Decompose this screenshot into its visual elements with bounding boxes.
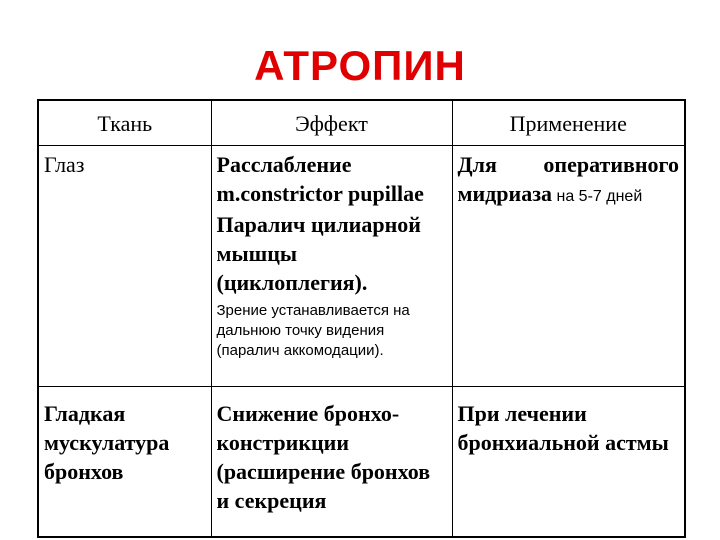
- table-row: [38, 146, 685, 387]
- application-line-2: [458, 179, 680, 211]
- tissue-label: Глаз: [44, 152, 85, 177]
- application-mydriasis: мидриаза: [457, 181, 553, 206]
- application-word-1: Для: [457, 152, 497, 177]
- slide-title: АТРОПИН: [254, 42, 466, 89]
- cell-application-bronchi: [452, 387, 685, 538]
- effect-text: Снижение бронхо-констрикции (расширение бронхов и секреция: [216, 401, 431, 513]
- effect-line-1: Расслабление: [216, 152, 352, 177]
- effect-line-3: Паралич цилиарной мышцы (циклоплегия).: [216, 212, 421, 295]
- cell-effect-eye: [211, 146, 452, 387]
- tissue-label: Гладкая мускулатура бронхов: [44, 401, 170, 484]
- effect-line-2: m.constrictor pupillae: [216, 181, 424, 206]
- effect-note: Зрение устанавливается на дальнюю точку видения (паралич аккомодации).: [216, 302, 410, 359]
- application-line-1: [458, 150, 680, 179]
- cell-effect-bronchi: [211, 387, 452, 538]
- header-tissue: Ткань: [38, 100, 211, 146]
- application-text: При лечении бронхиальной астмы: [457, 401, 669, 455]
- cell-tissue-bronchi: [38, 387, 211, 538]
- cell-application-eye: [452, 146, 685, 387]
- table-header-row: [38, 100, 685, 146]
- header-application: Применение: [452, 100, 685, 146]
- atropine-table: [37, 99, 686, 538]
- application-word-2: оперативного: [543, 152, 679, 177]
- application-duration: на 5-7 дней: [552, 188, 643, 205]
- header-effect: Эффект: [211, 100, 452, 146]
- table-row: [38, 387, 685, 538]
- cell-tissue-eye: [38, 146, 211, 387]
